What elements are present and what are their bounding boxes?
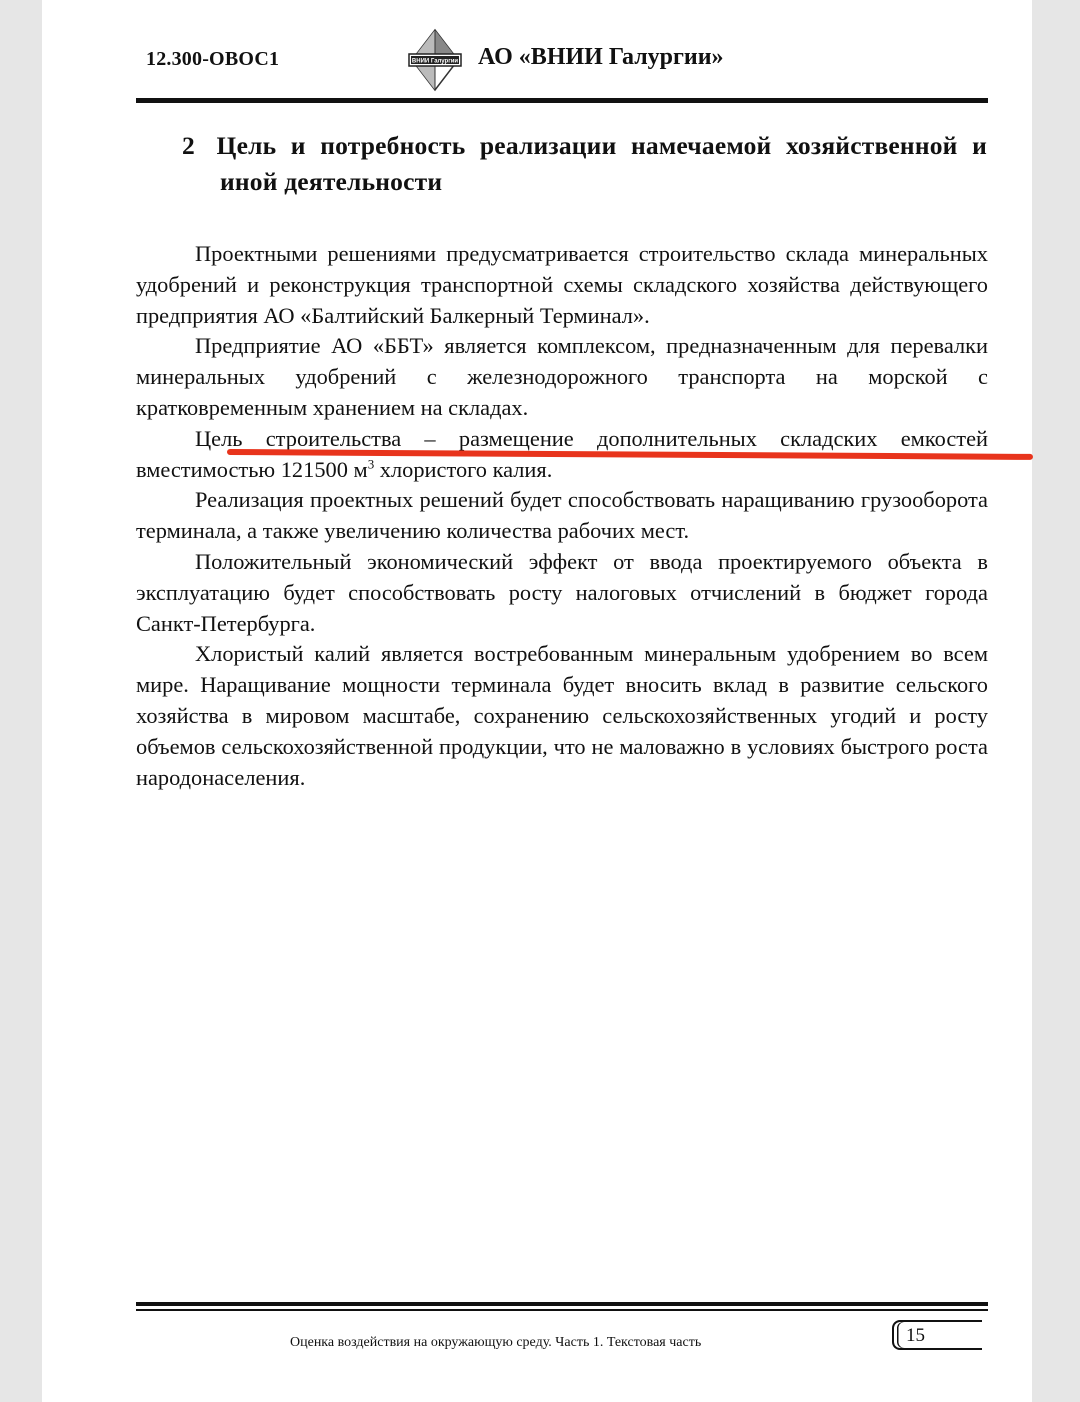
unit-superscript: 3 xyxy=(367,456,375,472)
goal-text-end: хлористого калия. xyxy=(374,456,553,482)
goal-text: Цель строительства – размещение дополнительных складских емкостей вместимостью 121500 м xyxy=(136,425,988,482)
footer-caption: Оценка воздействия на окружающую среду. Часть 1. Текстовая часть xyxy=(290,1335,702,1350)
header-rule xyxy=(136,98,988,103)
diamond-logo-icon xyxy=(408,28,462,92)
page-number: 15 xyxy=(906,1325,925,1346)
organization-name: АО «ВНИИ Галургии» xyxy=(478,44,724,70)
document-code: 12.300-ОВОС1 xyxy=(146,48,280,70)
section-number: 2 xyxy=(182,131,195,160)
organization-logo xyxy=(408,28,462,92)
paragraph: Хлористый калий является востребованным минеральным удобрением во всем мире. Наращивание мощности терминала будет вносить вклад в развитие сельского хозяйства в мировом масштабе, сохранению сельскохозяйственных угодий и росту объемов сельскохозяйственной продукции, что не маловажно в условиях быстрого роста народонаселения. xyxy=(136,641,988,790)
document-page xyxy=(42,0,1032,1402)
paragraph: Проектными решениями предусматривается строительство склада минеральных удобрений и реконструкция транспортной схемы складского хозяйства действующего предприятия АО «Балтийский Балкерный Терминал». xyxy=(136,241,988,328)
paragraph: Положительный экономический эффект от ввода проектируемого объекта в эксплуатацию будет способствовать росту налоговых отчислений в бюджет города Санкт-Петербурга. xyxy=(136,548,988,636)
footer-rule-thin xyxy=(136,1309,988,1311)
section-heading xyxy=(182,128,987,200)
footer-rule xyxy=(136,1302,988,1306)
body-text xyxy=(136,239,988,793)
section-title: Цель и потребность реализации намечаемой хозяйственной и иной деятельности xyxy=(216,131,987,196)
logo-text: ВНИИ Галургии xyxy=(411,58,459,65)
paragraph: Реализация проектных решений будет способствовать наращиванию грузооборота терминала, а также увеличению количества рабочих мест. xyxy=(136,487,988,544)
paragraph: Предприятие АО «ББТ» является комплексом, предназначенным для перевалки минеральных удобрений с железнодорожного транспорта на морской с кратковременным хранением на складах. xyxy=(136,333,988,420)
